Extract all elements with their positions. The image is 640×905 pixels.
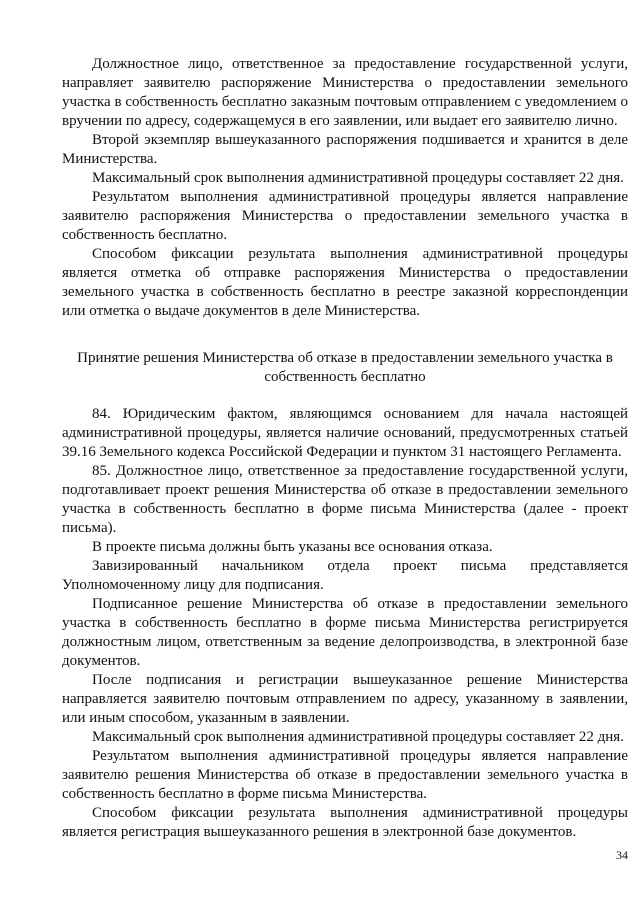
paragraph: Подписанное решение Министерства об отказе в предоставлении земельного участка в собственность бесплатно в форме письма Министерства регистрируется должностным лицом, ответственным за ведение делопроизводства, в электронной базе документов. [62,596,628,669]
paragraph: После подписания и регистрации вышеуказанное решение Министерства направляется заявителю почтовым отправлением по адресу, указанному в заявлении, или иным способом, указанным в заявлении. [62,672,628,726]
paragraph: Способом фиксации результата выполнения административной процедуры является регистрация вышеуказанного решения в электронной базе документов. [62,805,628,840]
section-heading: Принятие решения Министерства об отказе в предоставлении земельного участка в собственность бесплатно [77,350,613,385]
paragraph: Максимальный срок выполнения административной процедуры составляет 22 дня. [92,170,624,186]
section-paragraphs [62,405,628,842]
paragraph: Второй экземпляр вышеуказанного распоряжения подшивается и хранится в деле Министерства. [62,132,628,167]
paragraph: 84. Юридическим фактом, являющимся основанием для начала настоящей административной процедуры, является наличие оснований, предусмотренных статьей 39.16 Земельного кодекса Российской Федерации и пунктом 31 настоящего Регламента. [62,406,628,460]
paragraph: Завизированный начальником отдела проект письма представляется Уполномоченному лицу для подписания. [62,558,628,593]
paragraph: Результатом выполнения административной процедуры является направление заявителю распоряжения Министерства о предоставлении земельного участка в собственность бесплатно. [62,189,628,243]
top-paragraphs [62,55,628,321]
paragraph: Способом фиксации результата выполнения административной процедуры является отметка об отправке распоряжения Министерства о предоставлении земельного участка в собственность бесплатно в реестре заказной корреспонденции или отметка о выдаче документов в деле Министерства. [62,246,628,319]
section-heading-block [62,349,628,387]
page-number: 34 [616,848,628,862]
paragraph: 85. Должностное лицо, ответственное за предоставление государственной услуги, подготавливает проект решения Министерства об отказе в предоставлении земельного участка в собственность бесплатно в форме письма Министерства (далее - проект письма). [62,463,628,536]
paragraph: Должностное лицо, ответственное за предоставление государственной услуги, направляет заявителю распоряжение Министерства о предоставлении земельного участка в собственность бесплатно заказным почтовым отправлением с уведомлением о вручении по адресу, содержащемуся в его заявлении, или выдает его заявителю лично. [62,56,628,129]
paragraph: В проекте письма должны быть указаны все основания отказа. [92,539,493,555]
paragraph: Результатом выполнения административной процедуры является направление заявителю решения Министерства об отказе в предоставлении земельного участка в собственность бесплатно в форме письма Министерства. [62,748,628,802]
paragraph: Максимальный срок выполнения административной процедуры составляет 22 дня. [92,729,624,745]
